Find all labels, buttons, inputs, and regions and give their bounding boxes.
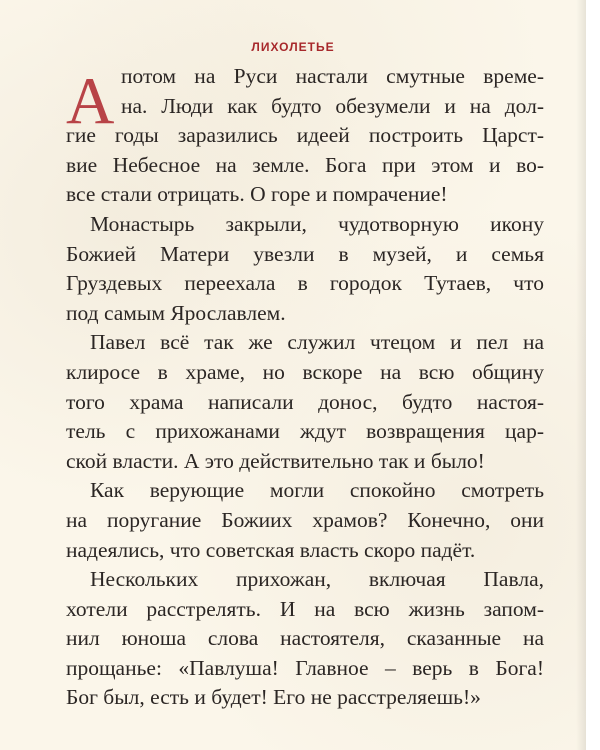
text-line: прощанье: «Павлуша! Главное – верь в Бога! [66, 655, 544, 680]
body-text [66, 62, 544, 713]
text-line: все стали отрицать. О горе и помрачение! [66, 182, 448, 207]
text-line: надеялись, что советская власть скоро падёт. [66, 537, 476, 562]
text-line: потом на Руси настали смутные време- [121, 64, 544, 88]
text-line: Божией Матери увезли в музей, и семья [66, 241, 544, 266]
text-line: тель с прихожанами ждут возвращения цар- [66, 419, 544, 444]
drop-cap: А [66, 64, 115, 138]
text-line: хотели расстрелять. И на всю жизнь запом- [66, 596, 544, 621]
text-line: под самым Ярославлем. [66, 300, 286, 325]
text-line: ской власти. А это действительно так и было! [66, 448, 485, 473]
text-line: Груздевых переехала в городок Тутаев, что [66, 271, 544, 296]
text-line: Нескольких прихожан, включая Павла, [90, 567, 544, 592]
text-line: на. Люди как будто обезумели и на дол- [121, 93, 544, 118]
text-line: нил юноша слова настоятеля, сказанные на [66, 626, 544, 651]
text-line: на поругание Божиих храмов? Конечно, они [66, 507, 544, 532]
running-head: ЛИХОЛЕТЬЕ [251, 40, 335, 54]
text-line: Бог был, есть и будет! Его не расстреляешь!» [66, 685, 481, 710]
text-line: вие Небесное на земле. Бога при этом и во- [66, 152, 544, 177]
text-line: Павел всё так же служил чтецом и пел на [90, 330, 544, 355]
text-line: Монастырь закрыли, чудотворную икону [90, 211, 544, 236]
text-line: того храма написали донос, будто настоя- [66, 389, 544, 414]
text-line: гие годы заразились идеей построить Царст- [66, 123, 544, 148]
text-line: Как верующие могли спокойно смотреть [90, 478, 544, 503]
text-line: клиросе в храме, но вскоре на всю общину [66, 359, 544, 384]
